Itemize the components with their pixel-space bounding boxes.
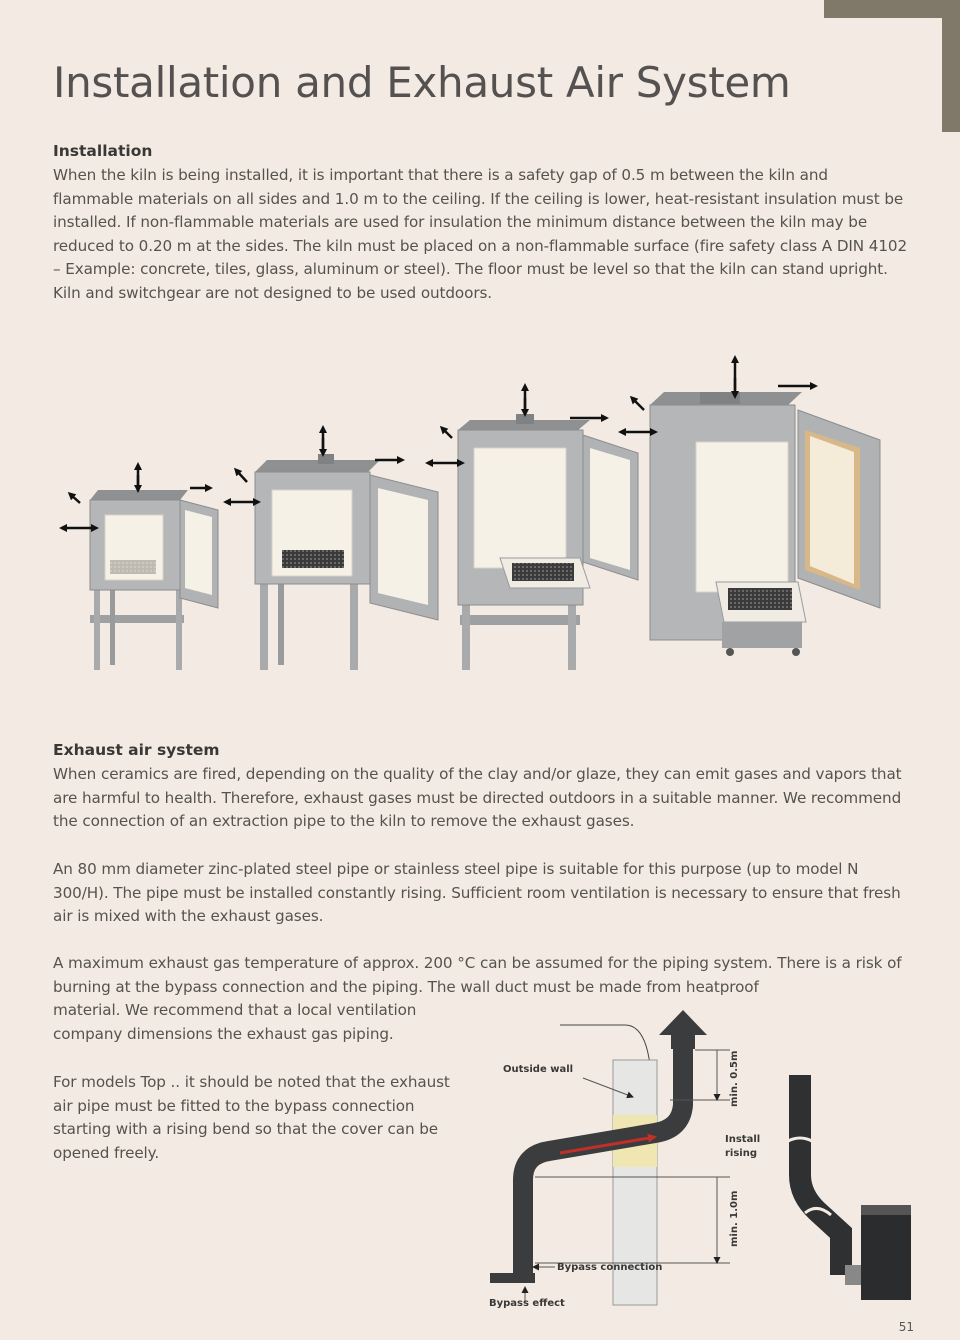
kiln-clearance-illustration [50, 350, 930, 680]
kiln-medium [255, 454, 438, 670]
exhaust-paragraph-1: When ceramics are fired, depending on the quality of the clay and/or glaze, they can emit gases and vapors that are harmful to health. Therefore, exhaust gases must be directed outdoors in a suitable manner. We recommend the connection of an extraction pipe to the kiln to remove the exhaust gases. [53, 765, 902, 831]
bypass-base [490, 1273, 535, 1283]
label-bypass-connection: Bypass connection [557, 1262, 663, 1273]
pipe-cap [659, 1010, 707, 1035]
label-min-top: min. 0.5m [729, 1050, 740, 1107]
corner-tab-cutout [824, 18, 942, 132]
label-bypass-effect: Bypass effect [489, 1298, 565, 1309]
page-title: Installation and Exhaust Air System [53, 58, 791, 107]
exhaust-paragraph-4: For models Top .. it should be noted that the exhaust air pipe must be fitted to the bypass connection starting with a rising bend so that the cover can be opened freely. [53, 1073, 450, 1162]
exhaust-paragraph-3-line-2: material. We recommend that a local ventilation company dimensions the exhaust gas piping. [53, 1001, 417, 1043]
top-model-pipe-detail [788, 1075, 911, 1300]
exhaust-paragraph-3-line-1: A maximum exhaust gas temperature of approx. 200 °C can be assumed for the piping system. There is a risk of burning at the bypass connection and the piping. The wall duct must be made from heatproof [53, 954, 902, 996]
kiln-small [90, 490, 218, 670]
label-install-line-1: Install [725, 1134, 761, 1145]
label-install-line-2: rising [725, 1148, 758, 1159]
label-outside-wall: Outside wall [503, 1064, 574, 1075]
corner-tab-decoration [824, 0, 960, 132]
exhaust-heading: Exhaust air system [53, 741, 220, 759]
exhaust-pipe-diagram [485, 1005, 925, 1325]
exhaust-paragraph-2: An 80 mm diameter zinc-plated steel pipe or stainless steel pipe is suitable for this purpose (up to model N 300/H). The pipe must be installed constantly rising. Sufficient room ventilation is necessary to ensure that fresh air is mixed with the exhaust gases. [53, 860, 901, 926]
installation-paragraph: When the kiln is being installed, it is important that there is a safety gap of 0.5 m between the kiln and flammable materials on all sides and 1.0 m to the ceiling. If the ceiling is lower, heat-resistant insulation must be installed. If non-flammable materials are used for insulation the minimum distance between the kiln may be reduced to 0.20 m at the sides. The kiln must be placed on a non-flammable surface (fire safety class A DIN 4102 – Example: concrete, tiles, glass, aluminum or steel). The floor must be level so that the kiln can stand upright. Kiln and switchgear are not designed to be used outdoors. [53, 166, 908, 302]
kiln-large [458, 414, 638, 670]
page-number: 51 [898, 1320, 914, 1334]
label-min-bottom: min. 1.0m [729, 1190, 740, 1247]
installation-heading: Installation [53, 142, 153, 160]
exhaust-pipe [490, 1010, 707, 1283]
kiln-extra-large [650, 392, 880, 656]
